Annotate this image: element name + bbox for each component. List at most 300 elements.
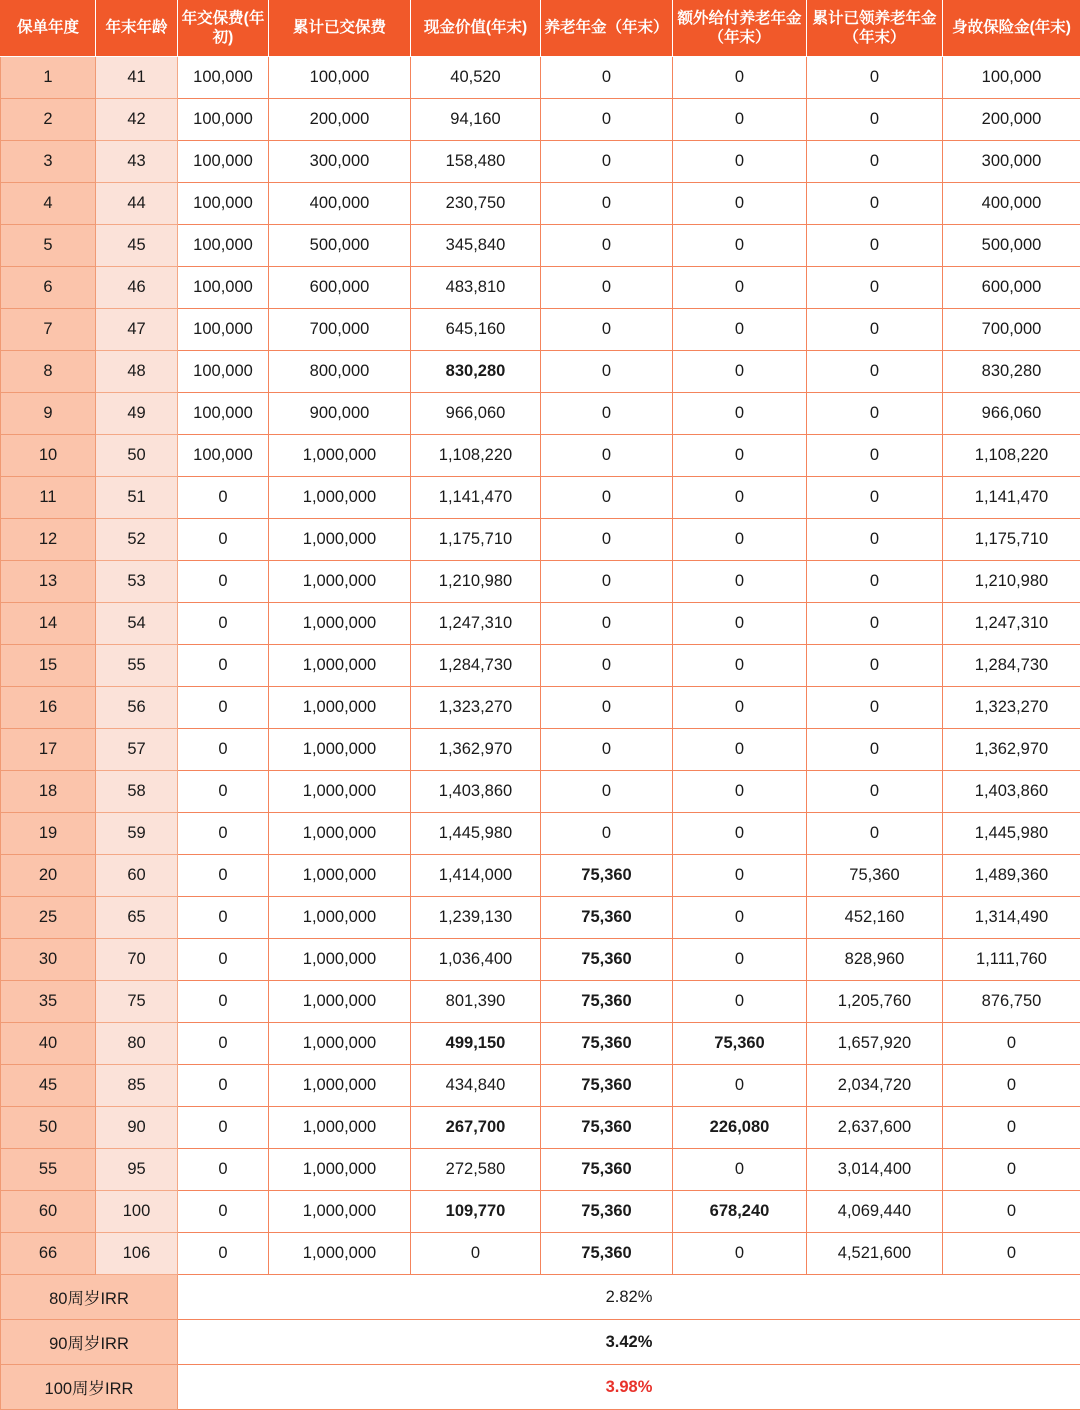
cell-extra_annuity: 0 [673, 1149, 807, 1191]
cell-policy_year: 20 [1, 855, 96, 897]
cell-cumulative_premium: 800,000 [269, 351, 411, 393]
cell-annual_premium: 0 [178, 561, 269, 603]
cell-policy_year: 14 [1, 603, 96, 645]
cell-annual_premium: 0 [178, 519, 269, 561]
cell-death_benefit: 1,323,270 [943, 687, 1080, 729]
cell-cumulative_annuity: 3,014,400 [807, 1149, 943, 1191]
cell-extra_annuity: 0 [673, 855, 807, 897]
cell-extra_annuity: 0 [673, 813, 807, 855]
cell-cash_value: 1,445,980 [411, 813, 541, 855]
cell-death_benefit: 400,000 [943, 183, 1080, 225]
cell-pension_annuity: 75,360 [541, 897, 673, 939]
cell-age_year_end: 65 [96, 897, 178, 939]
cell-cumulative_premium: 1,000,000 [269, 855, 411, 897]
cell-death_benefit: 830,280 [943, 351, 1080, 393]
table-row [1, 561, 1080, 603]
cell-annual_premium: 100,000 [178, 57, 269, 99]
cell-cash_value: 966,060 [411, 393, 541, 435]
cell-death_benefit: 966,060 [943, 393, 1080, 435]
cell-extra_annuity: 0 [673, 183, 807, 225]
cell-pension_annuity: 0 [541, 561, 673, 603]
cell-death_benefit: 600,000 [943, 267, 1080, 309]
cell-pension_annuity: 75,360 [541, 1191, 673, 1233]
cell-cash_value: 1,362,970 [411, 729, 541, 771]
cell-annual_premium: 100,000 [178, 435, 269, 477]
cell-annual_premium: 0 [178, 771, 269, 813]
table-row [1, 855, 1080, 897]
cell-cash_value: 434,840 [411, 1065, 541, 1107]
cell-policy_year: 50 [1, 1107, 96, 1149]
cell-age_year_end: 42 [96, 99, 178, 141]
irr-label: 80周岁IRR [1, 1275, 178, 1320]
cell-death_benefit: 300,000 [943, 141, 1080, 183]
cell-age_year_end: 41 [96, 57, 178, 99]
cell-pension_annuity: 0 [541, 57, 673, 99]
table-row [1, 1065, 1080, 1107]
table-row [1, 309, 1080, 351]
cell-cash_value: 645,160 [411, 309, 541, 351]
cell-pension_annuity: 75,360 [541, 1065, 673, 1107]
cell-cumulative_premium: 1,000,000 [269, 687, 411, 729]
cell-policy_year: 8 [1, 351, 96, 393]
column-header-cumulative_annuity: 累计已领养老年金（年末） [807, 1, 943, 57]
cell-policy_year: 45 [1, 1065, 96, 1107]
cell-cumulative_annuity: 0 [807, 351, 943, 393]
cell-age_year_end: 53 [96, 561, 178, 603]
cell-pension_annuity: 0 [541, 603, 673, 645]
cell-policy_year: 3 [1, 141, 96, 183]
irr-value: 2.82% [178, 1275, 1080, 1320]
cell-death_benefit: 1,210,980 [943, 561, 1080, 603]
cell-policy_year: 12 [1, 519, 96, 561]
column-header-cash_value: 现金价值(年末) [411, 1, 541, 57]
cell-age_year_end: 100 [96, 1191, 178, 1233]
cell-cumulative_premium: 1,000,000 [269, 729, 411, 771]
cell-policy_year: 35 [1, 981, 96, 1023]
cell-age_year_end: 60 [96, 855, 178, 897]
cell-annual_premium: 100,000 [178, 141, 269, 183]
cell-annual_premium: 100,000 [178, 351, 269, 393]
irr-label: 100周岁IRR [1, 1365, 178, 1410]
cell-policy_year: 25 [1, 897, 96, 939]
cell-policy_year: 60 [1, 1191, 96, 1233]
table-row [1, 771, 1080, 813]
cell-extra_annuity: 0 [673, 771, 807, 813]
cell-pension_annuity: 75,360 [541, 1023, 673, 1065]
cell-extra_annuity: 0 [673, 267, 807, 309]
cell-annual_premium: 0 [178, 1149, 269, 1191]
cell-policy_year: 9 [1, 393, 96, 435]
cell-death_benefit: 500,000 [943, 225, 1080, 267]
cell-age_year_end: 52 [96, 519, 178, 561]
cell-age_year_end: 47 [96, 309, 178, 351]
cell-age_year_end: 46 [96, 267, 178, 309]
cell-annual_premium: 0 [178, 981, 269, 1023]
cell-cumulative_premium: 1,000,000 [269, 1023, 411, 1065]
cell-policy_year: 11 [1, 477, 96, 519]
column-header-cumulative_premium: 累计已交保费 [269, 1, 411, 57]
cell-cash_value: 1,239,130 [411, 897, 541, 939]
cell-cash_value: 499,150 [411, 1023, 541, 1065]
cell-cash_value: 1,108,220 [411, 435, 541, 477]
cell-cumulative_annuity: 0 [807, 603, 943, 645]
cell-cumulative_premium: 500,000 [269, 225, 411, 267]
cell-cash_value: 1,414,000 [411, 855, 541, 897]
cell-cumulative_annuity: 828,960 [807, 939, 943, 981]
cell-cash_value: 1,175,710 [411, 519, 541, 561]
cell-death_benefit: 0 [943, 1233, 1080, 1275]
cell-death_benefit: 0 [943, 1191, 1080, 1233]
cell-policy_year: 18 [1, 771, 96, 813]
cell-annual_premium: 0 [178, 855, 269, 897]
cell-cumulative_premium: 1,000,000 [269, 645, 411, 687]
table-row [1, 939, 1080, 981]
cell-death_benefit: 1,108,220 [943, 435, 1080, 477]
table-row [1, 1023, 1080, 1065]
cell-extra_annuity: 0 [673, 729, 807, 771]
cell-policy_year: 4 [1, 183, 96, 225]
cell-cumulative_premium: 1,000,000 [269, 1107, 411, 1149]
cell-extra_annuity: 0 [673, 99, 807, 141]
cell-death_benefit: 1,247,310 [943, 603, 1080, 645]
table-row [1, 603, 1080, 645]
cell-cumulative_premium: 100,000 [269, 57, 411, 99]
cell-pension_annuity: 0 [541, 477, 673, 519]
cell-annual_premium: 100,000 [178, 183, 269, 225]
cell-pension_annuity: 0 [541, 687, 673, 729]
cell-pension_annuity: 0 [541, 435, 673, 477]
column-header-annual_premium: 年交保费(年初) [178, 1, 269, 57]
cell-cumulative_annuity: 4,069,440 [807, 1191, 943, 1233]
cell-cash_value: 1,036,400 [411, 939, 541, 981]
cell-age_year_end: 106 [96, 1233, 178, 1275]
table-row [1, 1191, 1080, 1233]
cell-death_benefit: 0 [943, 1065, 1080, 1107]
cell-cumulative_annuity: 0 [807, 393, 943, 435]
cell-pension_annuity: 0 [541, 99, 673, 141]
cell-extra_annuity: 0 [673, 897, 807, 939]
cell-pension_annuity: 0 [541, 771, 673, 813]
table-footer [1, 1275, 1080, 1410]
cell-extra_annuity: 0 [673, 225, 807, 267]
cell-cumulative_premium: 1,000,000 [269, 981, 411, 1023]
cell-annual_premium: 100,000 [178, 267, 269, 309]
cell-cumulative_annuity: 0 [807, 309, 943, 351]
cell-annual_premium: 0 [178, 813, 269, 855]
cell-policy_year: 15 [1, 645, 96, 687]
cell-death_benefit: 0 [943, 1023, 1080, 1065]
cell-cumulative_annuity: 0 [807, 57, 943, 99]
cell-pension_annuity: 0 [541, 519, 673, 561]
cell-annual_premium: 0 [178, 1233, 269, 1275]
table-row [1, 141, 1080, 183]
cell-cumulative_annuity: 1,657,920 [807, 1023, 943, 1065]
cell-death_benefit: 1,314,490 [943, 897, 1080, 939]
cell-pension_annuity: 0 [541, 309, 673, 351]
cell-age_year_end: 54 [96, 603, 178, 645]
table-body [1, 57, 1080, 1275]
cell-cumulative_premium: 200,000 [269, 99, 411, 141]
cell-extra_annuity: 0 [673, 477, 807, 519]
cell-cumulative_premium: 1,000,000 [269, 561, 411, 603]
cell-annual_premium: 100,000 [178, 99, 269, 141]
cell-cumulative_premium: 400,000 [269, 183, 411, 225]
cell-cash_value: 272,580 [411, 1149, 541, 1191]
table-row [1, 981, 1080, 1023]
cell-policy_year: 6 [1, 267, 96, 309]
table-row [1, 1107, 1080, 1149]
cell-cash_value: 1,284,730 [411, 645, 541, 687]
cell-age_year_end: 80 [96, 1023, 178, 1065]
irr-row [1, 1275, 1080, 1320]
cell-death_benefit: 1,403,860 [943, 771, 1080, 813]
cell-extra_annuity: 0 [673, 1233, 807, 1275]
cell-cash_value: 230,750 [411, 183, 541, 225]
cell-cumulative_premium: 1,000,000 [269, 939, 411, 981]
cell-cumulative_premium: 900,000 [269, 393, 411, 435]
table-row [1, 729, 1080, 771]
table-row [1, 435, 1080, 477]
cell-age_year_end: 50 [96, 435, 178, 477]
cell-cumulative_annuity: 4,521,600 [807, 1233, 943, 1275]
cell-death_benefit: 1,284,730 [943, 645, 1080, 687]
cell-extra_annuity: 226,080 [673, 1107, 807, 1149]
cell-cumulative_annuity: 0 [807, 183, 943, 225]
cell-annual_premium: 0 [178, 1065, 269, 1107]
column-header-age_year_end: 年末年龄 [96, 1, 178, 57]
cell-annual_premium: 100,000 [178, 393, 269, 435]
cell-cumulative_premium: 1,000,000 [269, 1149, 411, 1191]
irr-value: 3.42% [178, 1320, 1080, 1365]
cell-cash_value: 0 [411, 1233, 541, 1275]
cell-extra_annuity: 0 [673, 519, 807, 561]
table-row [1, 645, 1080, 687]
cell-age_year_end: 85 [96, 1065, 178, 1107]
cell-cash_value: 830,280 [411, 351, 541, 393]
cell-cash_value: 345,840 [411, 225, 541, 267]
cell-cumulative_annuity: 0 [807, 771, 943, 813]
table-row [1, 225, 1080, 267]
cell-cumulative_premium: 1,000,000 [269, 897, 411, 939]
cell-pension_annuity: 0 [541, 729, 673, 771]
cell-policy_year: 66 [1, 1233, 96, 1275]
cell-death_benefit: 1,445,980 [943, 813, 1080, 855]
column-header-pension_annuity: 养老年金（年末） [541, 1, 673, 57]
cell-age_year_end: 43 [96, 141, 178, 183]
cell-death_benefit: 1,111,760 [943, 939, 1080, 981]
cell-cash_value: 94,160 [411, 99, 541, 141]
cell-cumulative_annuity: 75,360 [807, 855, 943, 897]
table-row [1, 897, 1080, 939]
cell-extra_annuity: 0 [673, 309, 807, 351]
cell-death_benefit: 0 [943, 1149, 1080, 1191]
cell-pension_annuity: 75,360 [541, 1107, 673, 1149]
cell-death_benefit: 1,489,360 [943, 855, 1080, 897]
cell-extra_annuity: 75,360 [673, 1023, 807, 1065]
cell-pension_annuity: 0 [541, 645, 673, 687]
cell-age_year_end: 70 [96, 939, 178, 981]
cell-cumulative_premium: 600,000 [269, 267, 411, 309]
cell-pension_annuity: 75,360 [541, 939, 673, 981]
cell-death_benefit: 0 [943, 1107, 1080, 1149]
column-header-policy_year: 保单年度 [1, 1, 96, 57]
cell-annual_premium: 0 [178, 1023, 269, 1065]
cell-cumulative_annuity: 0 [807, 435, 943, 477]
cell-policy_year: 1 [1, 57, 96, 99]
cell-age_year_end: 48 [96, 351, 178, 393]
cell-pension_annuity: 0 [541, 183, 673, 225]
cell-policy_year: 7 [1, 309, 96, 351]
irr-label: 90周岁IRR [1, 1320, 178, 1365]
cell-cumulative_premium: 1,000,000 [269, 1233, 411, 1275]
cell-cash_value: 1,323,270 [411, 687, 541, 729]
cell-policy_year: 17 [1, 729, 96, 771]
table-row [1, 813, 1080, 855]
cell-extra_annuity: 678,240 [673, 1191, 807, 1233]
cell-extra_annuity: 0 [673, 687, 807, 729]
table-row [1, 1149, 1080, 1191]
cell-pension_annuity: 0 [541, 393, 673, 435]
cell-cumulative_annuity: 0 [807, 729, 943, 771]
cell-age_year_end: 95 [96, 1149, 178, 1191]
table-row [1, 477, 1080, 519]
cell-annual_premium: 0 [178, 1191, 269, 1233]
cell-policy_year: 13 [1, 561, 96, 603]
cell-age_year_end: 56 [96, 687, 178, 729]
table-row [1, 519, 1080, 561]
cell-pension_annuity: 75,360 [541, 981, 673, 1023]
cell-cash_value: 1,403,860 [411, 771, 541, 813]
cell-cumulative_premium: 1,000,000 [269, 1065, 411, 1107]
cell-extra_annuity: 0 [673, 603, 807, 645]
cell-policy_year: 10 [1, 435, 96, 477]
header-row [1, 1, 1080, 57]
cell-cumulative_premium: 1,000,000 [269, 1191, 411, 1233]
cell-cash_value: 483,810 [411, 267, 541, 309]
cell-death_benefit: 1,175,710 [943, 519, 1080, 561]
cell-age_year_end: 58 [96, 771, 178, 813]
cell-policy_year: 30 [1, 939, 96, 981]
cell-annual_premium: 0 [178, 729, 269, 771]
cell-extra_annuity: 0 [673, 57, 807, 99]
cell-cash_value: 40,520 [411, 57, 541, 99]
cell-annual_premium: 0 [178, 477, 269, 519]
cell-death_benefit: 700,000 [943, 309, 1080, 351]
cell-cumulative_annuity: 0 [807, 813, 943, 855]
cell-cumulative_annuity: 2,034,720 [807, 1065, 943, 1107]
cell-death_benefit: 200,000 [943, 99, 1080, 141]
cell-cumulative_premium: 1,000,000 [269, 477, 411, 519]
cell-death_benefit: 1,362,970 [943, 729, 1080, 771]
table-header [1, 1, 1080, 57]
table-row [1, 351, 1080, 393]
cell-age_year_end: 90 [96, 1107, 178, 1149]
cell-cumulative_annuity: 0 [807, 225, 943, 267]
cell-death_benefit: 100,000 [943, 57, 1080, 99]
cell-cumulative_annuity: 0 [807, 141, 943, 183]
cell-pension_annuity: 75,360 [541, 855, 673, 897]
cell-cash_value: 1,210,980 [411, 561, 541, 603]
cell-annual_premium: 100,000 [178, 225, 269, 267]
cell-cumulative_annuity: 0 [807, 267, 943, 309]
cell-extra_annuity: 0 [673, 561, 807, 603]
cell-policy_year: 2 [1, 99, 96, 141]
cell-cumulative_annuity: 0 [807, 519, 943, 561]
cell-extra_annuity: 0 [673, 981, 807, 1023]
cell-cash_value: 1,247,310 [411, 603, 541, 645]
cell-cumulative_annuity: 0 [807, 99, 943, 141]
irr-row [1, 1365, 1080, 1410]
cell-extra_annuity: 0 [673, 1065, 807, 1107]
cell-cumulative_annuity: 1,205,760 [807, 981, 943, 1023]
cell-extra_annuity: 0 [673, 435, 807, 477]
table-row [1, 687, 1080, 729]
cell-cash_value: 801,390 [411, 981, 541, 1023]
cell-policy_year: 55 [1, 1149, 96, 1191]
cell-age_year_end: 49 [96, 393, 178, 435]
cell-pension_annuity: 0 [541, 813, 673, 855]
cell-cumulative_premium: 1,000,000 [269, 771, 411, 813]
cell-cumulative_annuity: 0 [807, 561, 943, 603]
cell-age_year_end: 75 [96, 981, 178, 1023]
cell-cumulative_annuity: 2,637,600 [807, 1107, 943, 1149]
cell-cumulative_premium: 300,000 [269, 141, 411, 183]
cell-annual_premium: 100,000 [178, 309, 269, 351]
cell-cumulative_premium: 700,000 [269, 309, 411, 351]
cell-cash_value: 158,480 [411, 141, 541, 183]
irr-value: 3.98% [178, 1365, 1080, 1410]
cell-pension_annuity: 0 [541, 267, 673, 309]
cell-cumulative_annuity: 0 [807, 645, 943, 687]
table-row [1, 57, 1080, 99]
cell-death_benefit: 876,750 [943, 981, 1080, 1023]
cell-pension_annuity: 0 [541, 351, 673, 393]
cell-age_year_end: 45 [96, 225, 178, 267]
cell-cumulative_annuity: 452,160 [807, 897, 943, 939]
table-row [1, 99, 1080, 141]
cell-pension_annuity: 0 [541, 141, 673, 183]
cell-policy_year: 40 [1, 1023, 96, 1065]
cell-extra_annuity: 0 [673, 939, 807, 981]
cell-cash_value: 109,770 [411, 1191, 541, 1233]
cell-age_year_end: 44 [96, 183, 178, 225]
table-row [1, 1233, 1080, 1275]
cell-policy_year: 16 [1, 687, 96, 729]
cell-annual_premium: 0 [178, 1107, 269, 1149]
cell-annual_premium: 0 [178, 687, 269, 729]
cell-cumulative_annuity: 0 [807, 477, 943, 519]
cell-annual_premium: 0 [178, 645, 269, 687]
cell-extra_annuity: 0 [673, 393, 807, 435]
cell-extra_annuity: 0 [673, 351, 807, 393]
table-row [1, 183, 1080, 225]
cell-policy_year: 5 [1, 225, 96, 267]
cell-cumulative_premium: 1,000,000 [269, 813, 411, 855]
cell-policy_year: 19 [1, 813, 96, 855]
cell-annual_premium: 0 [178, 897, 269, 939]
cell-age_year_end: 57 [96, 729, 178, 771]
cell-extra_annuity: 0 [673, 645, 807, 687]
cell-pension_annuity: 75,360 [541, 1149, 673, 1191]
cell-cash_value: 267,700 [411, 1107, 541, 1149]
cell-cumulative_premium: 1,000,000 [269, 519, 411, 561]
cell-cumulative_annuity: 0 [807, 687, 943, 729]
cell-cumulative_premium: 1,000,000 [269, 435, 411, 477]
cell-age_year_end: 51 [96, 477, 178, 519]
cell-age_year_end: 55 [96, 645, 178, 687]
cell-annual_premium: 0 [178, 939, 269, 981]
cell-pension_annuity: 75,360 [541, 1233, 673, 1275]
